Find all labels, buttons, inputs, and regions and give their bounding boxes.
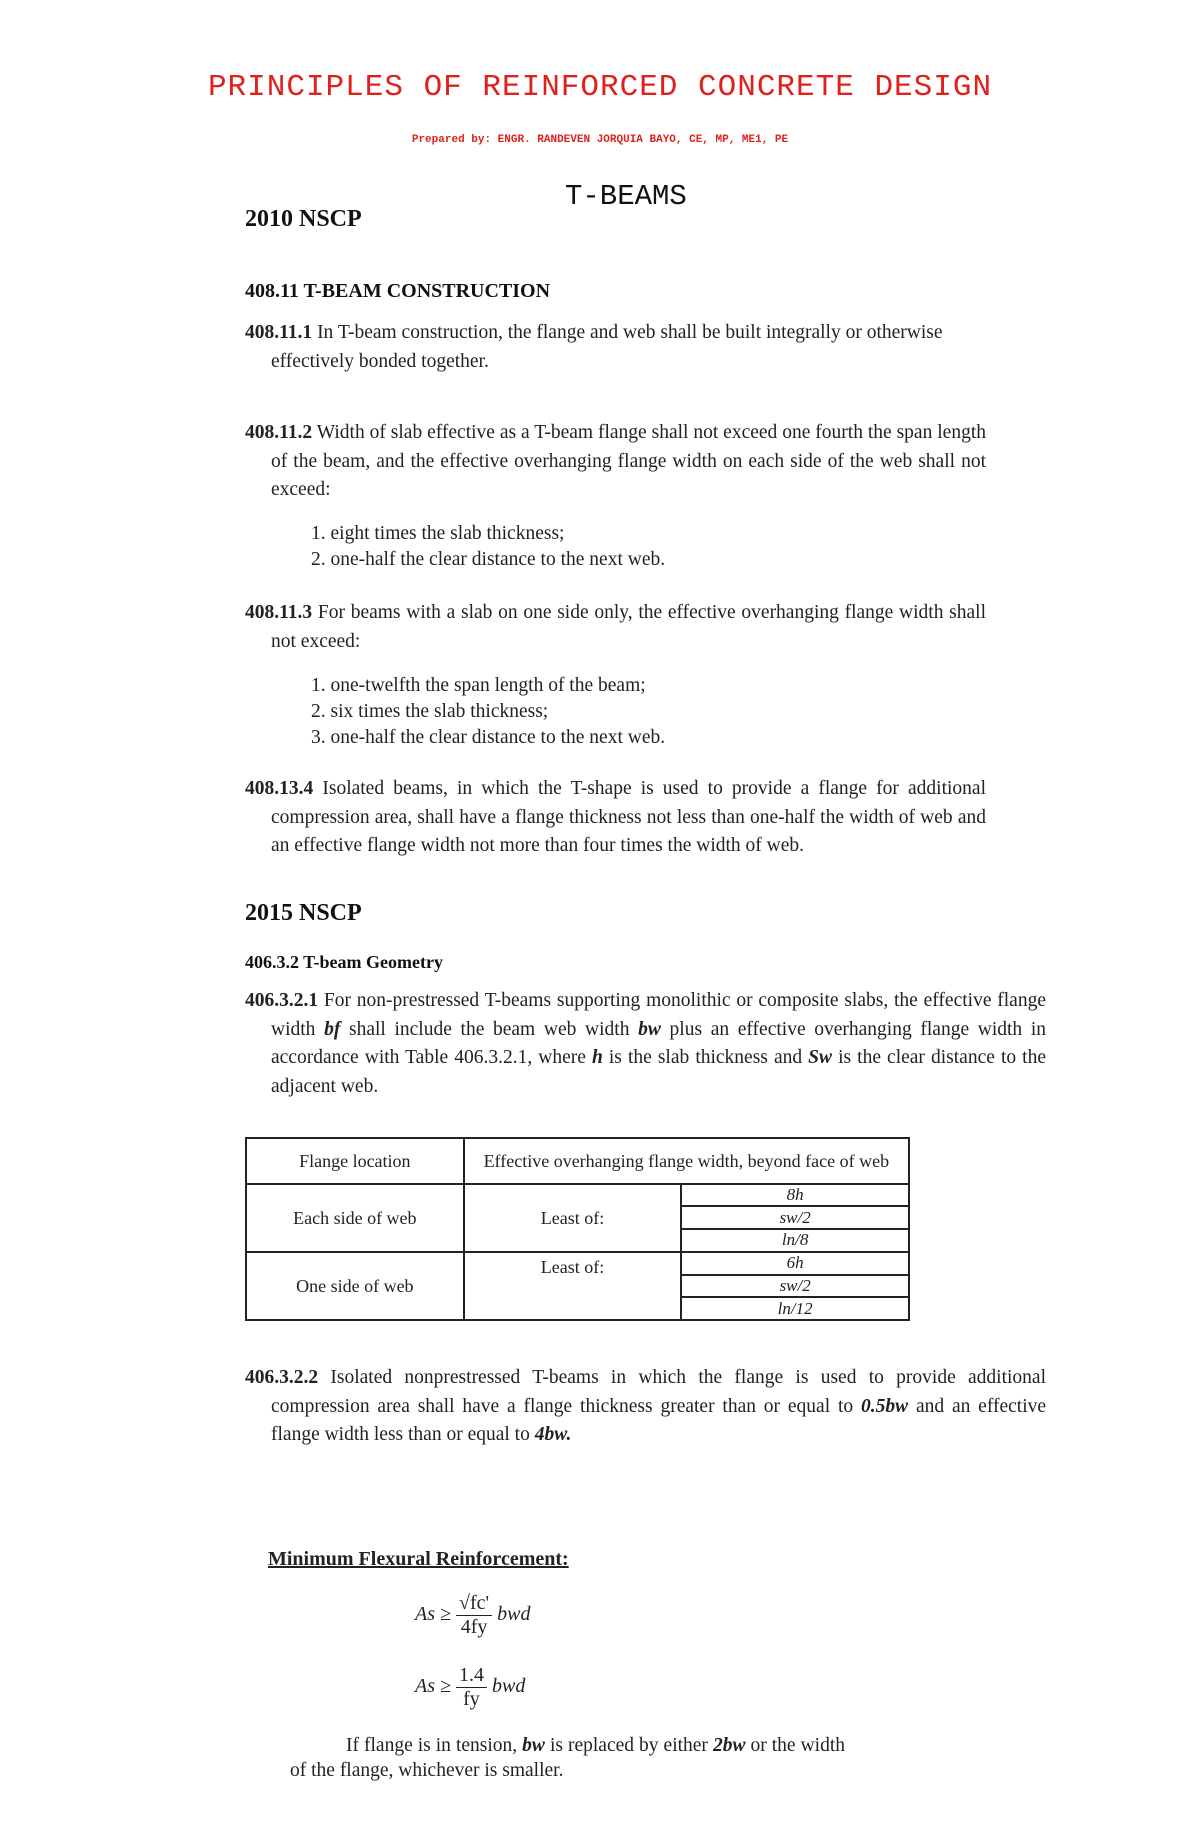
formula-min-as-1 [415,1592,530,1639]
formula-min-as-2 [415,1664,525,1711]
table-cell-value: 8h [681,1184,909,1207]
note-text: If flange is in tension, [346,1735,518,1756]
note-text: or the width of the flange, whichever is smaller. [290,1735,845,1781]
clause-text: Width of slab effective as a T-beam flange shall not exceed one fourth the span length of the beam, and the effective overhanging flange width on each side of the web shall not exceed: [271,422,986,500]
formula-lhs: As ≥ [415,1603,451,1626]
clause-408-11-2 [245,419,986,505]
list-item: 1. eight times the slab thickness; [311,523,565,544]
list-item: 1. one-twelfth the span length of the beam; [311,675,646,696]
table-cell-location: One side of web [246,1252,464,1320]
table-cell-value: ln/12 [681,1297,909,1320]
formula-fraction [456,1664,487,1711]
formula-lhs: As ≥ [415,1675,451,1698]
t-beam-geometry-heading: 406.3.2 T-beam Geometry [245,952,443,972]
clause-406-3-2-1 [245,987,1046,1101]
clause-text: For beams with a slab on one side only, the effective overhanging flange width shall not exceed: [271,602,986,652]
clause-408-13-4 [245,775,986,861]
value-4bw: 4bw. [534,1424,572,1445]
table-cell-value: 6h [681,1252,909,1275]
clause-number: 406.3.2.1 [245,990,319,1011]
table-cell-value: sw/2 [681,1206,909,1229]
symbol-bw: bw [638,1018,661,1040]
table-406-3-2-1 [245,1137,910,1321]
list-item: 3. one-half the clear distance to the next web. [311,727,666,748]
clause-number: 406.3.2.2 [245,1367,319,1388]
formula-fraction [456,1592,492,1639]
table-header-flange-location: Flange location [246,1138,464,1184]
clause-406-3-2-2 [245,1364,1046,1450]
clause-text: Isolated beams, in which the T-shape is used to provide a flange for additional compression area, shall have a flange thickness not less than one-half the width of web and an effective flange width not more than four times the width of web. [271,778,986,856]
clause-number: 408.11.3 [245,602,313,623]
clause-text: In T-beam construction, the flange and web shall be built integrally or otherwise effectively bonded together. [271,322,943,372]
clause-text: Isolated nonprestressed T-beams in which the flange is used to provide additional compression area shall have a flange thickness greater than or equal to [271,1367,1046,1417]
clause-408-11-2-list [311,521,665,573]
clause-number: 408.13.4 [245,778,314,799]
table-cell-value: ln/8 [681,1229,909,1252]
fraction-denominator: fy [463,1688,480,1710]
value-0-5bw: 0.5bw [860,1395,909,1417]
clause-text: For non-prestressed T-beams supporting monolithic or composite slabs, the effective flange width [271,990,1046,1040]
clause-text: plus an effective overhanging flange width in accordance with Table 406.3.2.1, where [271,1018,1046,1068]
clause-408-11-3 [245,599,986,656]
clause-text: and an effective flange width less than or equal to [271,1395,1047,1445]
prepared-by: Prepared by: ENGR. RANDEVEN JORQUIA BAYO, CE, MP, ME1, PE [411,134,789,146]
table-cell-rule: Least of: [464,1252,682,1320]
clause-408-11-3-list [311,673,665,751]
nscp-2010-heading: 2010 NSCP [245,206,362,232]
clause-text: is the slab thickness and [608,1047,803,1068]
symbol-bw: bw [522,1735,545,1756]
clause-number: 408.11.1 [245,322,313,343]
list-item: 2. six times the slab thickness; [311,701,549,722]
clause-number: 408.11.2 [245,422,313,443]
clause-text: shall include the beam web width [348,1018,630,1040]
symbol-2bw: 2bw [712,1735,746,1756]
table-cell-location: Each side of web [246,1184,464,1252]
nscp-2015-heading: 2015 NSCP [245,900,362,926]
symbol-h: h [591,1047,603,1068]
symbol-bf: bf [324,1018,341,1040]
formula-rhs: bwd [497,1603,531,1626]
formula-rhs: bwd [491,1675,526,1698]
clause-text: is the clear distance to the adjacent web. [271,1047,1046,1097]
list-item: 2. one-half the clear distance to the next web. [311,549,666,570]
clause-408-11-1 [245,319,991,376]
fraction-denominator: 4fy [460,1616,488,1638]
table-cell-rule: Least of: [464,1184,682,1252]
fraction-numerator: 1.4 [456,1664,487,1688]
note-text: is replaced by either [549,1735,708,1756]
table-header-effective-width: Effective overhanging flange width, beyond face of web [464,1138,909,1184]
symbol-sw: Sw [808,1047,833,1068]
section-408-11-heading: 408.11 T-BEAM CONSTRUCTION [245,280,551,302]
min-flexural-heading: Minimum Flexural Reinforcement: [268,1548,569,1570]
page-title: T-BEAMS [565,180,687,213]
fraction-numerator: √fc' [456,1592,492,1616]
document-title: PRINCIPLES OF REINFORCED CONCRETE DESIGN [207,70,993,105]
flange-tension-note [290,1733,845,1783]
table-cell-value: sw/2 [681,1275,909,1298]
